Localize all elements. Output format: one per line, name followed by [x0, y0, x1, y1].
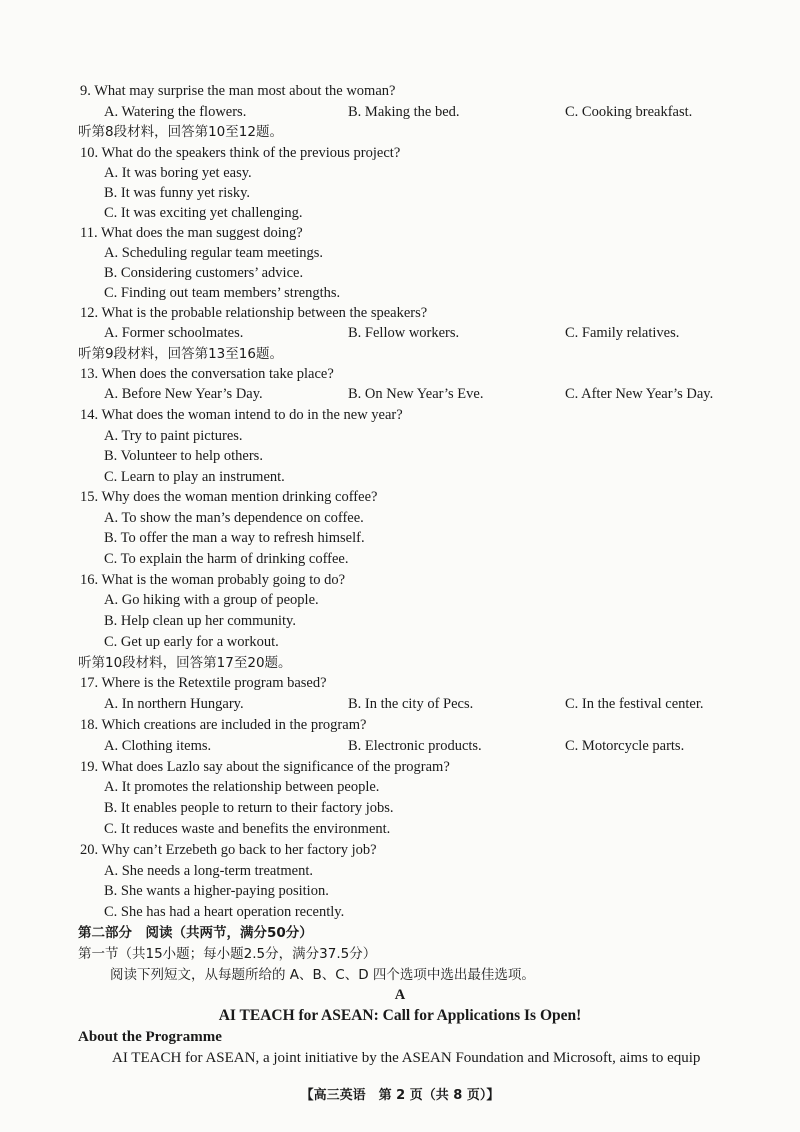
- q14-option-a: A. Try to paint pictures.: [104, 428, 243, 444]
- q12-option-a: A. Former schoolmates.: [104, 325, 244, 341]
- q16-option-c: C. Get up early for a workout.: [104, 634, 279, 650]
- q20-option-a: A. She needs a long-term treatment.: [104, 863, 313, 879]
- question-17: 17. Where is the Retextile program based?: [80, 675, 327, 691]
- q15-option-b: B. To offer the man a way to refresh himself.: [104, 530, 365, 546]
- q17-option-c: C. In the festival center.: [565, 696, 704, 712]
- about-text: AI TEACH for ASEAN, a joint initiative by the ASEAN Foundation and Microsoft, aims to equip: [112, 1050, 701, 1066]
- passage-title: AI TEACH for ASEAN: Call for Applications Is Open!: [218, 1007, 582, 1024]
- q16-option-b: B. Help clean up her community.: [104, 613, 296, 629]
- q10-option-a: A. It was boring yet easy.: [104, 165, 252, 181]
- part-2-instruction: 阅读下列短文，从每题所给的 A、B、C、D 四个选项中选出最佳选项。: [110, 967, 535, 983]
- q15-option-a: A. To show the man’s dependence on coffee.: [104, 510, 364, 526]
- q10-option-c: C. It was exciting yet challenging.: [104, 205, 303, 221]
- question-11: 11. What does the man suggest doing?: [80, 225, 303, 241]
- q13-option-c: C. After New Year’s Day.: [565, 386, 714, 402]
- q17-option-b: B. In the city of Pecs.: [348, 696, 474, 712]
- part-2-section-1: 第一节（共15小题；每小题2.5分，满分37.5分）: [78, 946, 377, 962]
- q18-option-c: C. Motorcycle parts.: [565, 738, 685, 754]
- q19-option-a: A. It promotes the relationship between people.: [104, 779, 380, 795]
- question-15: 15. Why does the woman mention drinking coffee?: [80, 489, 378, 505]
- section-9-instruction: 听第9段材料，回答第13至16题。: [78, 346, 283, 362]
- q12-option-c: C. Family relatives.: [565, 325, 680, 341]
- question-18: 18. Which creations are included in the program?: [80, 717, 367, 733]
- question-9: 9. What may surprise the man most about the woman?: [80, 83, 396, 99]
- q14-option-c: C. Learn to play an instrument.: [104, 469, 285, 485]
- question-19: 19. What does Lazlo say about the significance of the program?: [80, 759, 450, 775]
- q19-option-b: B. It enables people to return to their factory jobs.: [104, 800, 394, 816]
- q18-option-a: A. Clothing items.: [104, 738, 212, 754]
- question-14: 14. What does the woman intend to do in the new year?: [80, 407, 403, 423]
- q10-option-b: B. It was funny yet risky.: [104, 185, 251, 201]
- q12-option-b: B. Fellow workers.: [348, 325, 460, 341]
- q11-option-a: A. Scheduling regular team meetings.: [104, 245, 324, 261]
- q15-option-c: C. To explain the harm of drinking coffee.: [104, 551, 349, 567]
- q16-option-a: A. Go hiking with a group of people.: [104, 592, 319, 608]
- q11-option-b: B. Considering customers’ advice.: [104, 265, 304, 281]
- page-footer: 【高三英语 第 2 页（共 8 页）】: [300, 1088, 500, 1103]
- about-heading: About the Programme: [78, 1029, 222, 1045]
- q9-option-a: A. Watering the flowers.: [104, 104, 247, 120]
- question-12: 12. What is the probable relationship between the speakers?: [80, 305, 428, 321]
- question-13: 13. When does the conversation take place?: [80, 366, 334, 382]
- q9-option-c: C. Cooking breakfast.: [565, 104, 693, 120]
- question-20: 20. Why can’t Erzebeth go back to her factory job?: [80, 842, 377, 858]
- section-10-instruction: 听第10段材料，回答第17至20题。: [78, 655, 292, 671]
- q13-option-a: A. Before New Year’s Day.: [104, 386, 263, 402]
- q17-option-a: A. In northern Hungary.: [104, 696, 244, 712]
- q14-option-b: B. Volunteer to help others.: [104, 448, 263, 464]
- q9-option-b: B. Making the bed.: [348, 104, 460, 120]
- question-10: 10. What do the speakers think of the previous project?: [80, 145, 401, 161]
- part-2-heading: 第二部分 阅读（共两节，满分50分）: [78, 925, 313, 941]
- q18-option-b: B. Electronic products.: [348, 738, 482, 754]
- passage-letter: A: [394, 987, 406, 1003]
- section-8-instruction: 听第8段材料，回答第10至12题。: [78, 124, 283, 140]
- q11-option-c: C. Finding out team members’ strengths.: [104, 285, 341, 301]
- question-16: 16. What is the woman probably going to do?: [80, 572, 346, 588]
- q13-option-b: B. On New Year’s Eve.: [348, 386, 484, 402]
- q20-option-c: C. She has had a heart operation recently.: [104, 904, 345, 920]
- q19-option-c: C. It reduces waste and benefits the environment.: [104, 821, 391, 837]
- q20-option-b: B. She wants a higher-paying position.: [104, 883, 329, 899]
